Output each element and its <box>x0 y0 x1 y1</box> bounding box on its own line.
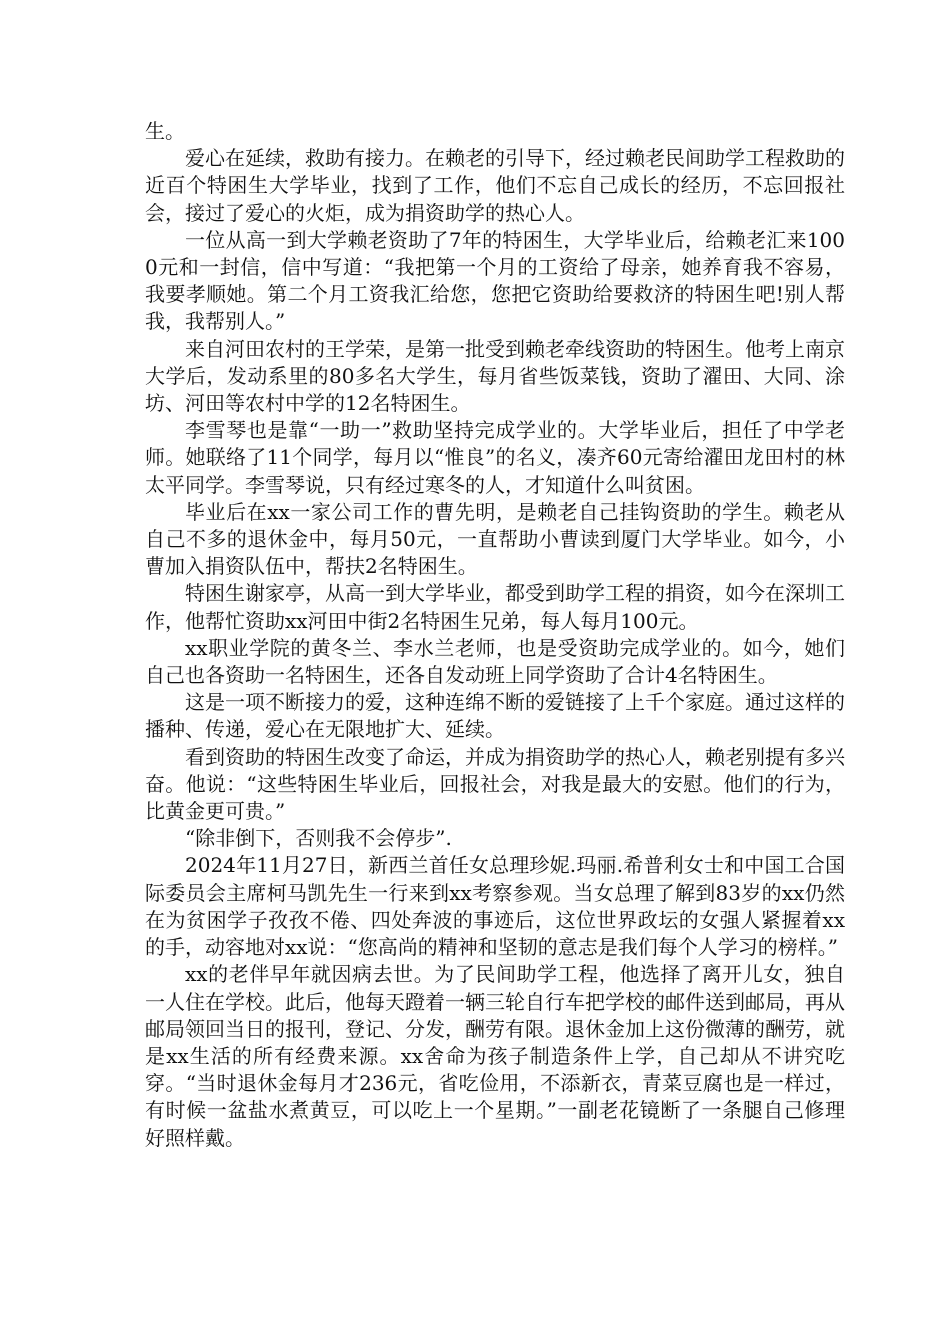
paragraph: xx的老伴早年就因病去世。为了民间助学工程，他选择了离开儿女，独自一人住在学校。此后，他每天蹬着一辆三轮自行车把学校的邮件送到邮局，再从邮局领回当日的报刊，登记、分发，酬劳有限。退休金加上这份微薄的酬劳，就是xx生活的所有经费来源。xx舍命为孩子制造条件上学，自己却从不讲究吃穿。“当时退休金每月才236元，省吃俭用，不添新衣，青菜豆腐也是一样过，有时候一盆盐水煮黄豆，可以吃上一个星期。”一副老花镜断了一条腿自己修理好照样戴。 <box>145 962 845 1150</box>
paragraph-continuation: 生。 <box>145 119 185 143</box>
paragraph: 特困生谢家亭，从高一到大学毕业，都受到助学工程的捐资，如今在深圳工作，他帮忙资助xx河田中街2名特困生兄弟，每人每月100元。 <box>145 581 845 633</box>
paragraph: 毕业后在xx一家公司工作的曹先明，是赖老自己挂钩资助的学生。赖老从自己不多的退休金中，每月50元，一直帮助小曹读到厦门大学毕业。如今，小曹加入捐资队伍中，帮扶2名特困生。 <box>145 499 845 579</box>
paragraph: 爱心在延续，救助有接力。在赖老的引导下，经过赖老民间助学工程救助的近百个特困生大学毕业，找到了工作，他们不忘自己成长的经历，不忘回报社会，接过了爱心的火炬，成为捐资助学的热心人。 <box>145 146 845 225</box>
paragraph: 来自河田农村的王学荣，是第一批受到赖老牵线资助的特困生。他考上南京大学后，发动系里的80多名大学生，每月省些饭菜钱，资助了濯田、大同、涂坊、河田等农村中学的12名特困生。 <box>145 336 845 416</box>
paragraph: 看到资助的特困生改变了命运，并成为捐资助学的热心人，赖老别提有多兴奋。他说：“这些特困生毕业后，回报社会，对我是最大的安慰。他们的行为，比黄金更可贵。” <box>145 744 845 824</box>
paragraph: 一位从高一到大学赖老资助了7年的特困生，大学毕业后，给赖老汇来1000元和一封信，信中写道：“我把第一个月的工资给了母亲，她养育我不容易，我要孝顺她。第二个月工资我汇给您，您把它资助给要救济的特困生吧!别人帮我，我帮别人。” <box>145 227 845 334</box>
section-heading-quote: “除非倒下，否则我不会停步”. <box>185 826 452 851</box>
paragraph: xx职业学院的黄冬兰、李水兰老师，也是受资助完成学业的。如今，她们自己也各资助一名特困生，还各自发动班上同学资助了合计4名特困生。 <box>145 635 845 688</box>
paragraph: 李雪琴也是靠“一助一”救助坚持完成学业的。大学毕业后，担任了中学老师。她联络了11个同学，每月以“惟良”的名义，凑齐60元寄给濯田龙田村的林太平同学。李雪琴说，只有经过寒冬的人，才知道什么叫贫困。 <box>145 418 845 497</box>
document-body <box>145 118 845 1152</box>
paragraph: 2024年11月27日，新西兰首任女总理珍妮.玛丽.希普利女士和中国工合国际委员会主席柯马凯先生一行来到xx考察参观。当女总理了解到83岁的xx仍然在为贫困学子孜孜不倦、四处奔波的事迹后，这位世界政坛的女强人紧握着xx的手，动容地对xx说：“您高尚的精神和坚韧的意志是我们每个人学习的榜样。” <box>145 853 845 960</box>
paragraph: 这是一项不断接力的爱，这种连绵不断的爱链接了上千个家庭。通过这样的播种、传递，爱心在无限地扩大、延续。 <box>145 690 845 742</box>
